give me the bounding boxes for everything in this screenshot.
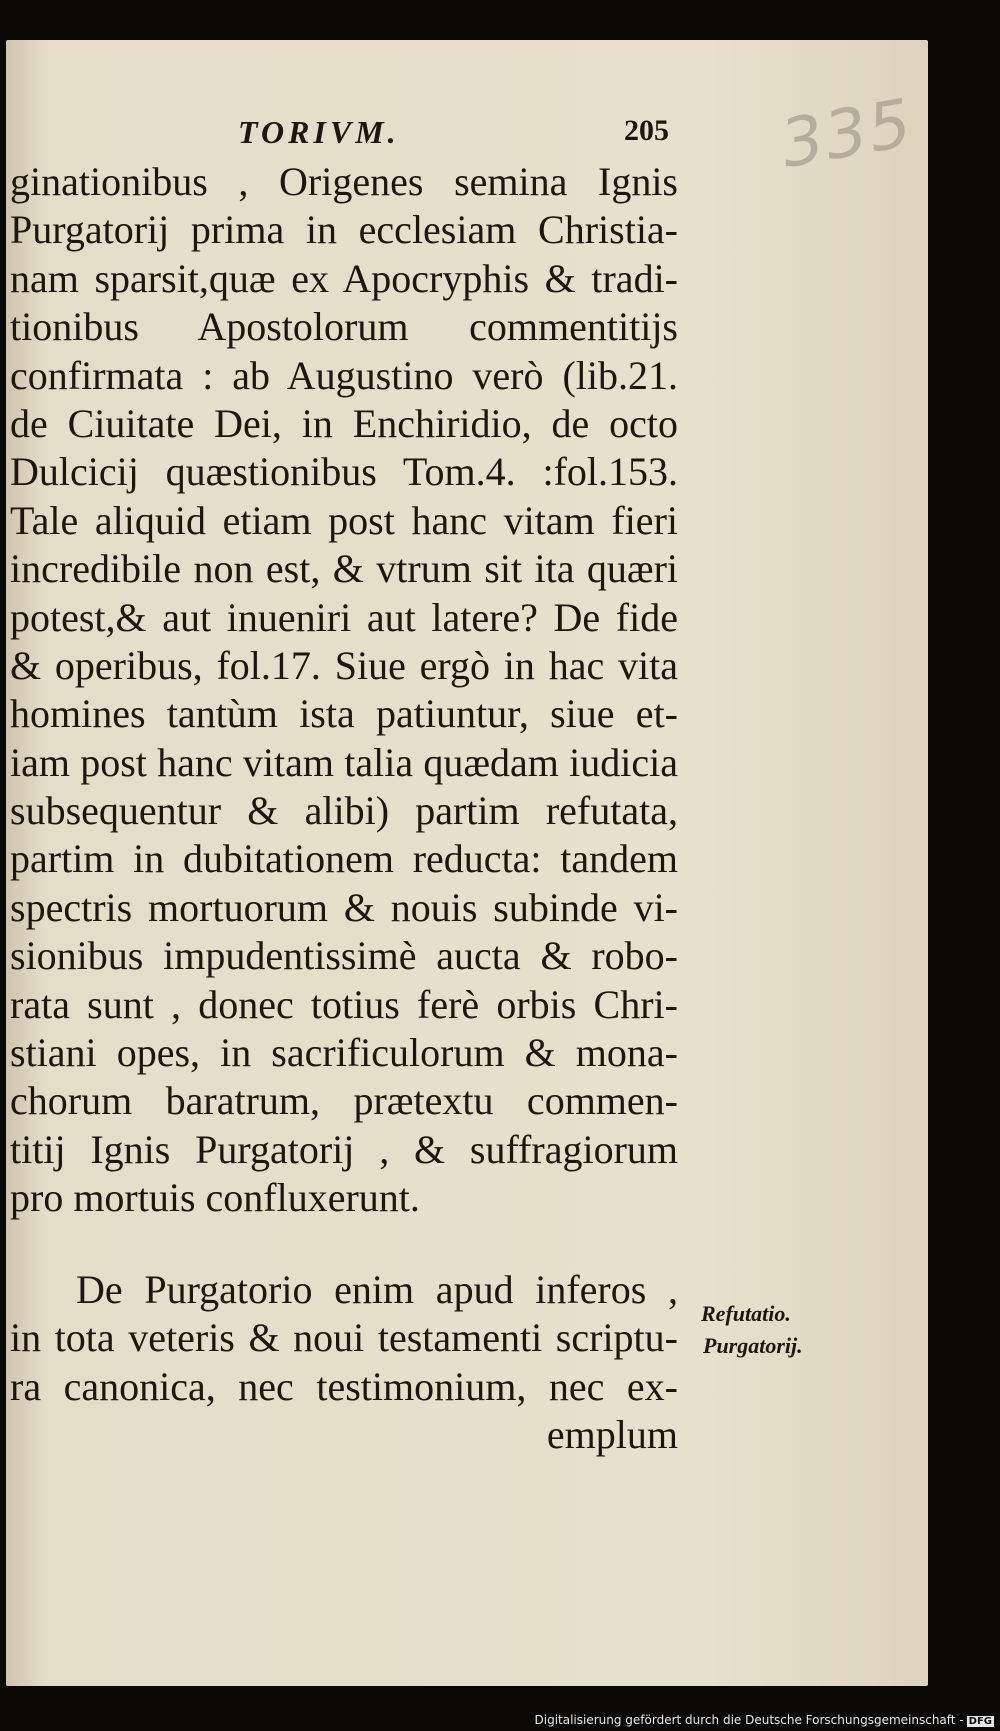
catchword: emplum [546,1412,678,1458]
text-line: & operibus, fol.17. Siue ergò in hac vita [10,642,678,688]
text-line: incredibile non est, & vtrum sit ita quæri [10,546,678,592]
text-line: chorum baratrum, prætextu commen- [10,1078,678,1124]
text-line: stiani opes, in sacrificulorum & mona- [10,1030,678,1076]
text-line: Purgatorij prima in ecclesiam Christia- [10,207,678,253]
dfg-logo: DFG [968,1716,992,1727]
text-line: rata sunt , donec totius ferè orbis Chri- [10,981,678,1027]
book-page [6,40,928,1686]
marginal-note-line: Purgatorij. [703,1333,803,1358]
text-line: Tale aliquid etiam post hanc vitam fieri [10,497,678,543]
text-line: in tota veteris & noui testamenti scriptu- [10,1315,678,1361]
text-line: homines tantùm ista patiuntur, siue et- [10,691,678,737]
paragraph-1 [10,158,678,1223]
text-line: sionibus impudentissimè aucta & robo- [10,933,678,979]
text-line: partim in dubitationem reducta: tandem [10,836,678,882]
marginal-note-line: Refutatio. [701,1301,791,1326]
digitization-credit [535,1713,995,1727]
text-line: titij Ignis Purgatorij , & suffragiorum [10,1126,678,1172]
paragraph-2 [10,1266,678,1460]
text-line: tionibus Apostolorum commentitijs [10,304,678,350]
text-line: nam sparsit,quæ ex Apocryphis & tradi- [10,255,678,301]
marginal-note [701,1298,803,1362]
text-line: ginationibus , Origenes semina Ignis [10,159,678,204]
text-line: confirmata : ab Augustino verò (lib.21. [10,352,678,398]
text-line: spectris mortuorum & nouis subinde vi- [10,884,678,930]
text-line: pro mortuis confluxerunt. [10,1175,420,1221]
text-line: ra canonica, nec testimonium, nec ex- [10,1363,678,1409]
text-line: iam post hanc vitam talia quædam iudicia [10,739,678,785]
text-line: Dulcicij quæstionibus Tom.4. :fol.153. [10,449,678,495]
pencil-folio-number: 335 [775,84,919,183]
text-line: subsequentur & alibi) partim refutata, [10,788,678,834]
running-head: TORIVM. [238,114,400,150]
text-line: de Ciuitate Dei, in Enchiridio, de octo [10,400,678,446]
page-number: 205 [624,114,669,147]
credit-text: Digitalisierung gefördert durch die Deutsche Forschungsgemeinschaft - [534,1713,964,1727]
text-line: potest,& aut inueniri aut latere? De fide [10,594,678,640]
text-line: De Purgatorio enim apud inferos , [76,1267,678,1312]
